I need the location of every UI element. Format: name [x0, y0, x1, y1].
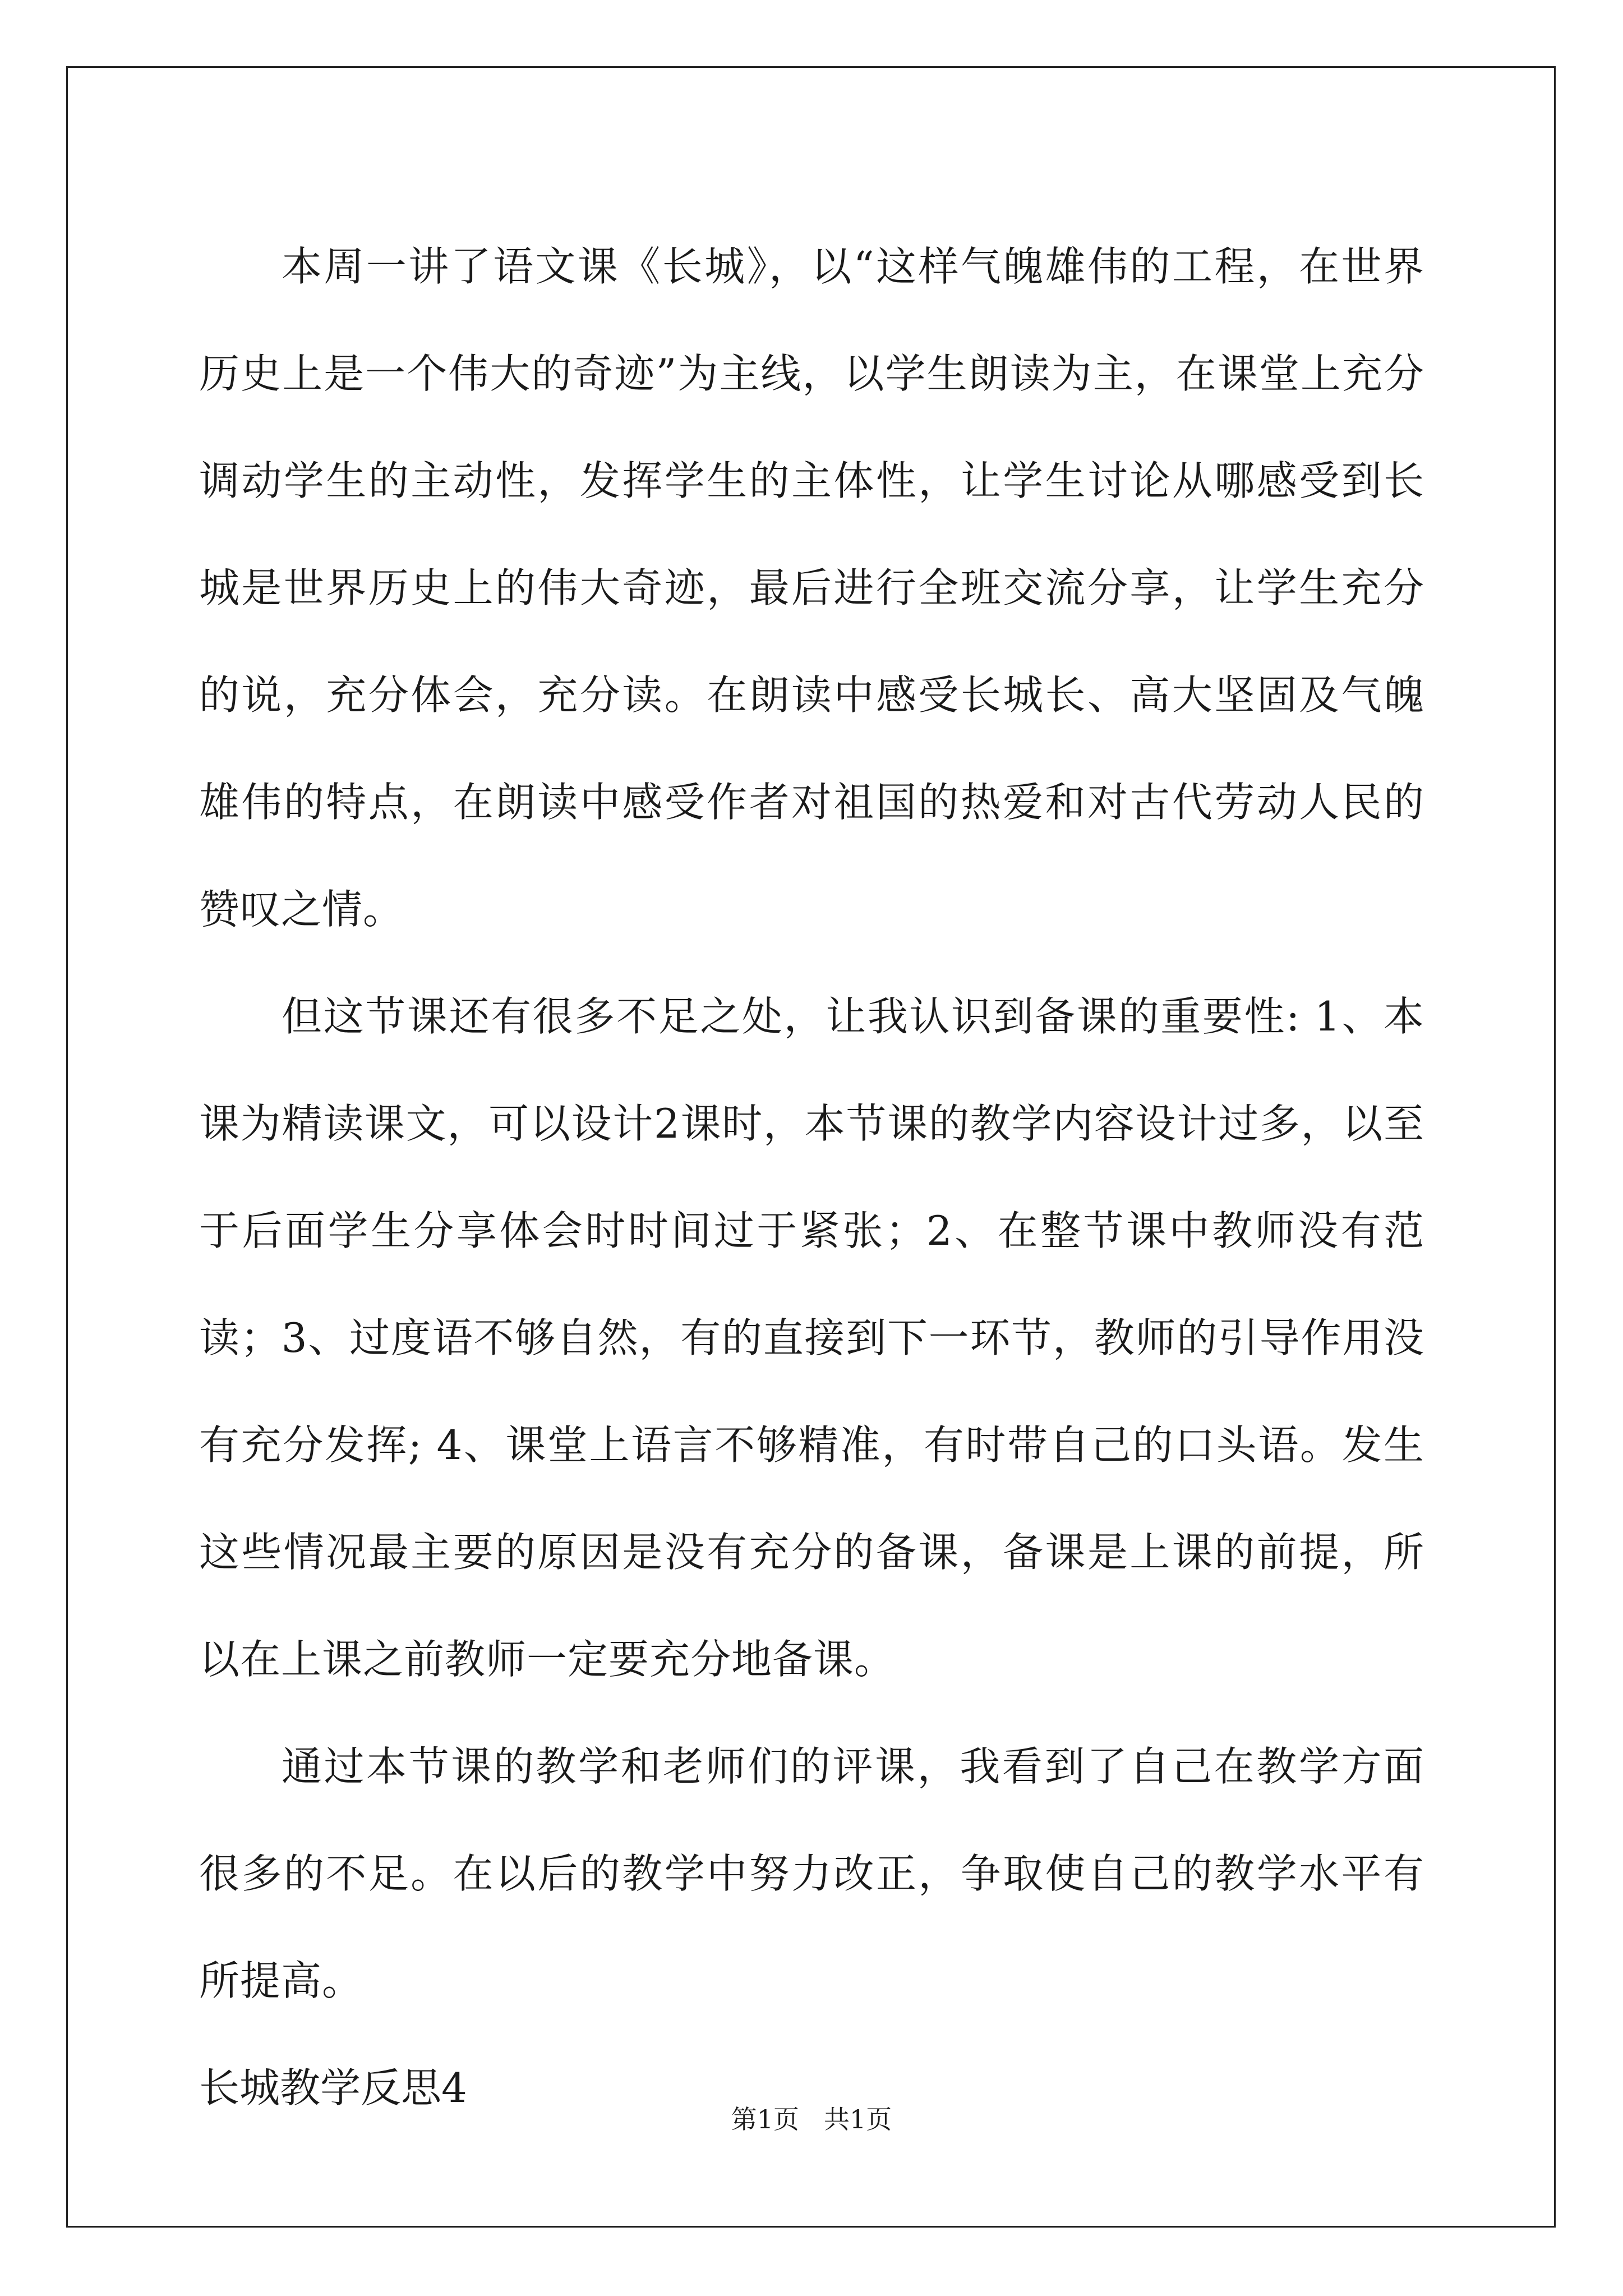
paragraph-3: 通过本节课的教学和老师们的评课，我看到了自己在教学方面很多的不足。在以后的教学中努力改正，争取使自己的教学水平有所提高。 [199, 1743, 1424, 2004]
section-heading: 长城教学反思4 [199, 2064, 467, 2111]
paragraph-1: 本周一讲了语文课《长城》，以“这样气魄雄伟的工程，在世界历史上是一个伟大的奇迹”为主线，以学生朗读为主，在课堂上充分调动学生的主动性，发挥学生的主体性，让学生讨论从哪感受到长城是世界历史上的伟大奇迹，最后进行全班交流分享，让学生充分的说，充分体会，充分读。在朗读中感受长城长、高大坚固及气魄雄伟的特点，在朗读中感受作者对祖国的热爱和对古代劳动人民的赞叹之情。 [199, 243, 1424, 933]
document-body [199, 213, 1424, 2142]
page-number: 第1页 [731, 2104, 800, 2134]
page-footer [0, 2099, 1623, 2136]
paragraph-2: 但这节课还有很多不足之处，让我认识到备课的重要性: 1、本课为精读课文，可以设计2课时，本节课的教学内容设计过多，以至于后面学生分享体会时时间过于紧张；2、在整节课中教师没有范读；3、过度语不够自然，有的直接到下一环节，教师的引导作用没有充分发挥; 4、课堂上语言不够精准，有时带自己的口头语。发生这些情况最主要的原因是没有充分的备课，备课是上课的前提，所以在上课之前教师一定要充分地备课。 [199, 993, 1424, 1683]
page-total: 共1页 [823, 2104, 892, 2134]
